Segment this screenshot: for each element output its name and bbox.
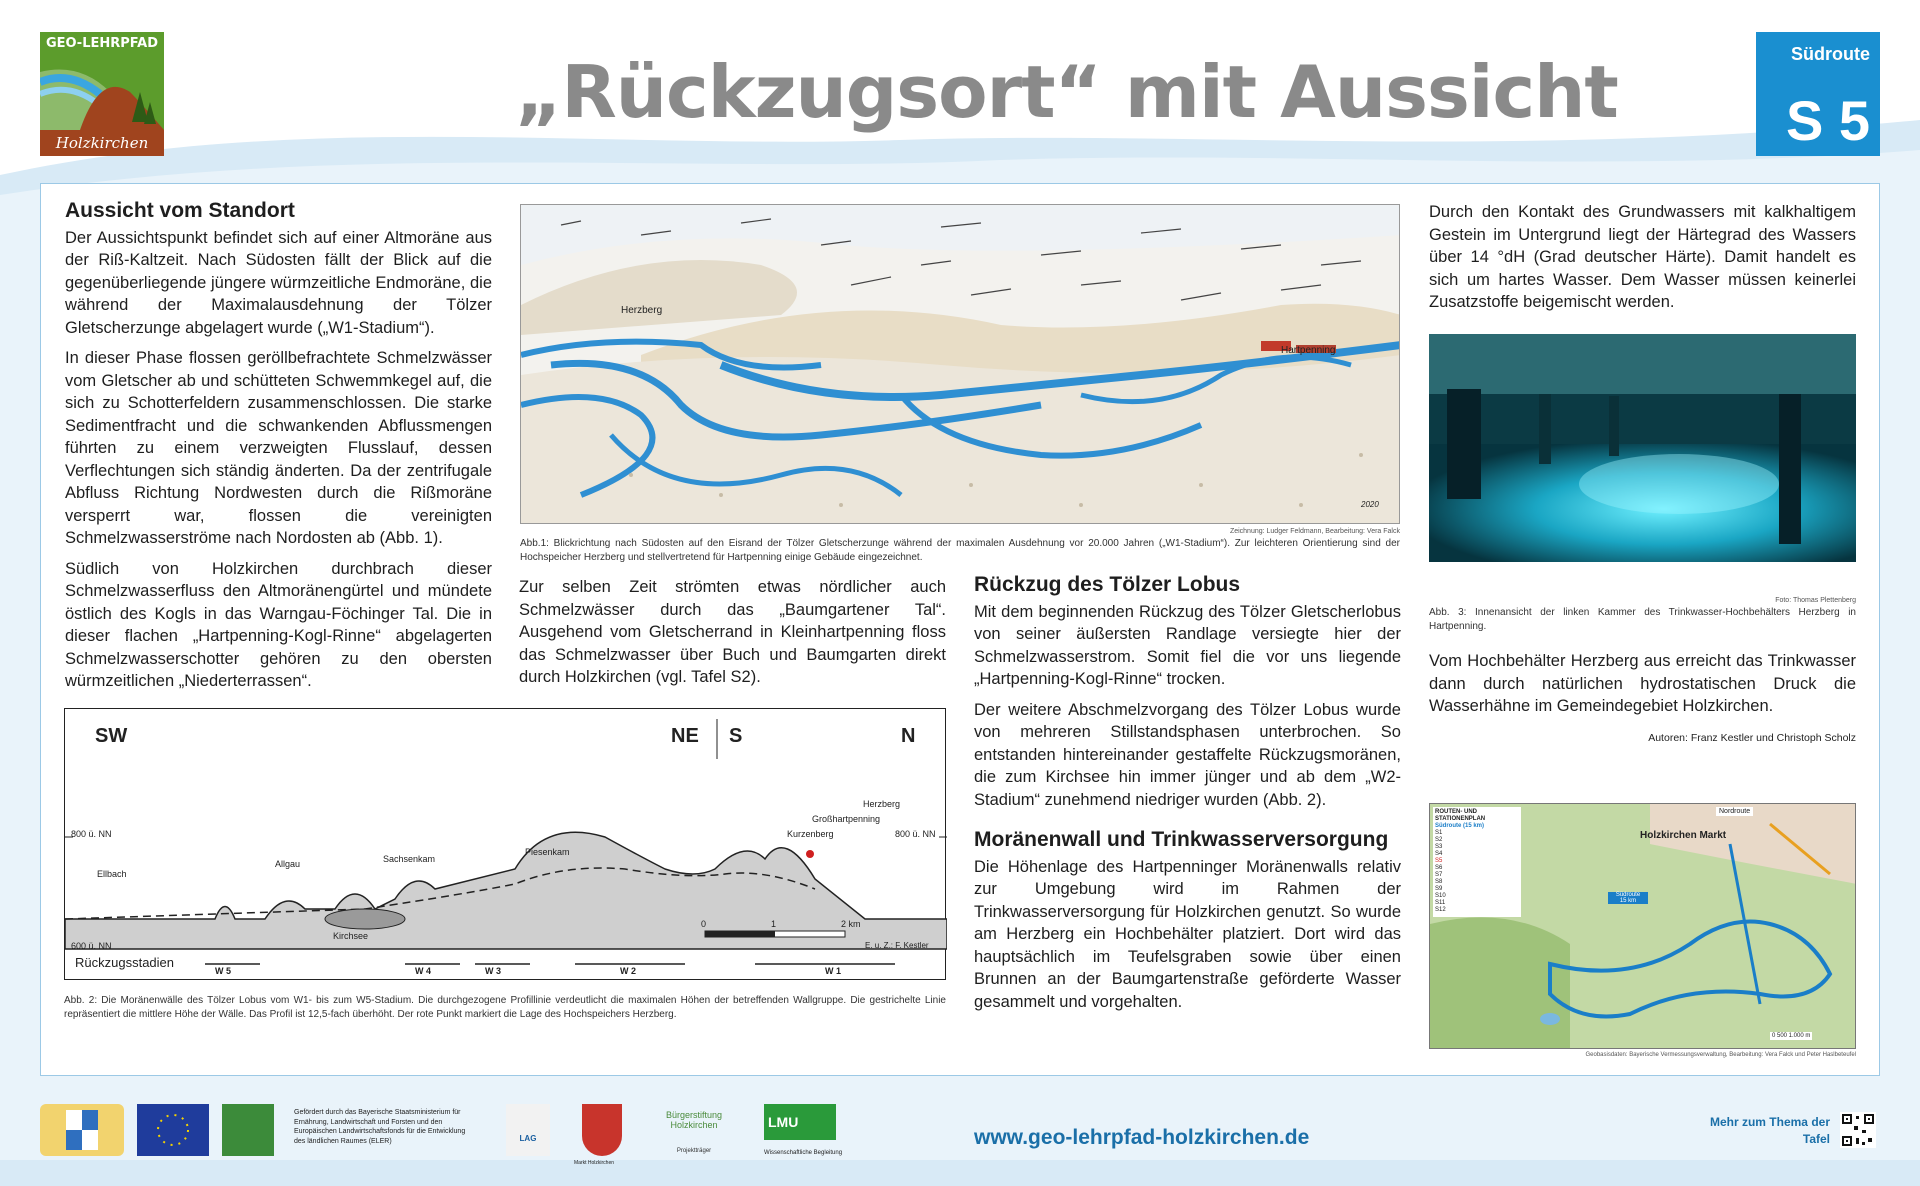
map-legend: [1433, 807, 1521, 917]
map-station-item: S6: [1435, 865, 1443, 871]
nn800-left: 800 ü. NN: [71, 829, 112, 839]
column-1: [65, 200, 492, 701]
map-station-item: S3: [1435, 844, 1443, 850]
place-piesenkam: Piesenkam: [525, 847, 570, 857]
glacier-drawing: [520, 204, 1400, 524]
authors: Autoren: Franz Kestler und Christoph Scholz: [1648, 732, 1856, 744]
stages-label: Rückzugsstadien: [75, 955, 174, 970]
fig3-caption: Abb. 3: Innenansicht der linken Kammer des Trinkwasser-Hochbehälters Herzberg in Hartpenning.: [1429, 607, 1856, 632]
map-station-item: S9: [1435, 886, 1443, 892]
profile-author: E. u. Z.: F. Kestler: [865, 941, 929, 950]
geo-lehrpfad-logo: [40, 32, 164, 156]
map-station-item: S10: [1435, 893, 1446, 899]
col2-paragraph-1: Zur selben Zeit strömten etwas nördlicher auch Schmelzwässer durch das „Baumgartener Tal“. Ausgehend vom Gletscherrand in Kleinhartpenning floss das Schmelzwasser über Buch und Baumgarten direkt durch Holzkirchen (vgl. Tafel S2).: [519, 578, 946, 686]
fig1-credit: Zeichnung: Ludger Feldmann, Bearbeitung: Vera Falck: [1229, 528, 1400, 535]
place-ellbach: Ellbach: [97, 869, 127, 879]
map-suedroute-tag: [1608, 892, 1648, 904]
lmu-text: LMU: [768, 1114, 799, 1130]
place-sachsenkam: Sachsenkam: [383, 854, 436, 864]
heading-aussicht: Aussicht vom Standort: [65, 199, 295, 222]
map-station-item: S1: [1435, 830, 1443, 836]
map-credit: Geobasisdaten: Bayerische Vermessungsverwaltung, Bearbeitung: Vera Falck und Peter Haslbeteufel: [1585, 1052, 1856, 1058]
heading-trinkwasser: Moränenwall und Trinkwasserversorgung: [974, 828, 1389, 851]
map-station-item: S11: [1435, 900, 1446, 906]
map-nordroute-tag: Nordroute: [1716, 807, 1753, 816]
drawing-signature: 2020: [1361, 500, 1379, 509]
moraine-profile: [64, 708, 946, 980]
label-hartpenning: Hartpenning: [1281, 345, 1336, 356]
stage-w5: W 5: [215, 966, 232, 976]
markt-holzkirchen-label: Markt Holzkirchen: [574, 1160, 615, 1166]
map-suedroute-label: Südroute: [1615, 892, 1641, 898]
reservoir-photo: [1429, 334, 1856, 562]
markt-holzkirchen-crest: [582, 1104, 622, 1156]
fig2-caption: Abb. 2: Die Moränenwälle des Tölzer Lobus vom W1- bis zum W5-Stadium. Die durchgezogene Profillinie verdeutlicht die maximalen Höhen der betreffenden Wallgruppe. Die gestrichelte Linie repräsentiert die mittlere Höhe der Wälle. Das Profil ist 12,5-fach überhöht. Der rote Punkt markiert die Lage des Hochspeichers Herzberg.: [64, 995, 946, 1020]
route-label: Südroute: [1791, 44, 1870, 64]
page-title: „Rückzugsort“ mit Aussicht: [515, 50, 1618, 134]
map-station-item: S5: [1435, 858, 1443, 864]
qr-code-icon[interactable]: [1840, 1112, 1876, 1148]
fig1-caption: Abb.1: Blickrichtung nach Südosten auf den Eisrand der Tölzer Gletscherzunge während der maximalen Ausdehnung vor 20.000 Jahren („W1-Stadium“). Zur leichteren Orientierung sind der Hochspeicher Herzberg und stellvertretend für Hartpenning einige Gebäude eingezeichnet.: [520, 538, 1400, 563]
route-code: S 5: [1785, 89, 1870, 152]
col4-paragraph-2: Vom Hochbehälter Herzberg aus erreicht das Trinkwasser dann durch natürlichen hydrostatischen Druck die Wasserhähne im Gemeindegebiet Holzkirchen.: [1429, 652, 1856, 715]
scale-0: 0: [701, 919, 707, 929]
map-town-label: Holzkirchen Markt: [1640, 830, 1727, 841]
stiftung-sub: Projektträger: [676, 1148, 712, 1154]
column-2: [519, 576, 946, 697]
map-legend-title: ROUTEN- UND STATIONENPLAN: [1435, 809, 1486, 822]
buergerstiftung-logo: [652, 1104, 736, 1156]
eu-flag-logo: [137, 1104, 209, 1156]
photo-credit: Foto: Thomas Plettenberg: [1775, 597, 1856, 604]
lmu-sub: Wissenschaftliche Begleitung: [764, 1150, 843, 1156]
bavaria-coat-of-arms-logo: [40, 1104, 124, 1156]
route-badge: [1756, 32, 1880, 156]
column-4-bottom: [1429, 650, 1856, 726]
logo-bottom-text: Holzkirchen: [40, 130, 164, 156]
direction-n: N: [901, 725, 916, 747]
place-allgau: Allgau: [275, 859, 301, 869]
leader-logo: [222, 1104, 274, 1156]
column-3: [974, 574, 1401, 1021]
col1-paragraph-2: In dieser Phase flossen geröllbefrachtete Schmelzwässer vom Gletscher ab und schütteten Schwemmkegel auf, die sich zu Schotterfeldern zusammenschlossen. Die starke Sedimentfracht und die schwankenden Abflussmengen führten zu einem verzweigten Flusslauf, dessen Verflechtungen sich ständig änderten. Da der zentrifugale Abfluss Richtung Nordwesten durch die Rißmoräne versperrt war, flossen die vereinigten Schmelzwasserströme nach Nordosten ab (Abb. 1).: [65, 349, 492, 547]
map-scale: 0 500 1.000 m: [1772, 1033, 1811, 1039]
nn600-label: 600 ü. NN: [71, 941, 112, 951]
direction-s: S: [729, 725, 743, 747]
place-herzberg: Herzberg: [863, 799, 901, 809]
route-map: [1429, 803, 1856, 1049]
lag-text: LAG: [519, 1134, 537, 1143]
col3-paragraph-3: Die Höhenlage des Hartpenninger Moränenwalls relativ zur Umgebung wird im Rahmen der Trinkwasserversorgung für Holzkirchen genutzt. So wurde am Herzberg ein Hochbehälter platziert. Dort wird das hauptsächlich im Teufelsgraben sowie über einen Brunnen an der Baumgartenstraße geförderte Wasser gesammelt und vorgehalten.: [974, 857, 1401, 1011]
nn800-right: 800 ü. NN: [895, 829, 936, 839]
map-station-item: S12: [1435, 907, 1446, 913]
col1-paragraph-1: Der Aussichtspunkt befindet sich auf einer Altmoräne aus der Riß-Kaltzeit. Nach Südosten fällt der Blick auf die gegenüberliegende jüngere würmzeitliche Endmoräne, die während der Maximalausdehnung der Tölzer Gletscherzunge abgelagert wurde („W1-Stadium“).: [65, 228, 492, 337]
direction-sw: SW: [95, 725, 128, 747]
stage-w3: W 3: [485, 966, 502, 976]
direction-ne: NE: [671, 725, 699, 747]
place-kirchsee: Kirchsee: [333, 931, 369, 941]
map-station-item: S4: [1435, 851, 1443, 857]
map-station-item: S2: [1435, 837, 1443, 843]
col3-paragraph-2: Der weitere Abschmelzvorgang des Tölzer Lobus wurde von mehreren Stillstandsphasen unterbrochen. So entstanden hintereinander gestaffelte Rückzugsmoränen, die zum Kirchsee hin immer jünger und ab dem „W2-Stadium“ zunehmend niedriger wurden (Abb. 2).: [974, 700, 1401, 809]
column-4-top: [1429, 201, 1856, 322]
map-station-item: S8: [1435, 879, 1443, 885]
place-grosshartpenning: Großhartpenning: [812, 814, 881, 824]
map-suedroute-km: 15 km: [1619, 898, 1637, 904]
stage-w2: W 2: [620, 966, 637, 976]
lmu-logo: [764, 1104, 836, 1140]
label-herzberg: Herzberg: [621, 305, 663, 316]
place-kurzenberg: Kurzenberg: [787, 829, 834, 839]
stage-w4: W 4: [415, 966, 432, 976]
map-station-item: S7: [1435, 872, 1443, 878]
col4-paragraph-1: Durch den Kontakt des Grundwassers mit kalkhaltigem Gestein im Untergrund liegt der Härtegrad des Wassers über 14 °dH (Grad deutscher Härte). Damit handelt es sich um hartes Wasser. Dem Wasser müssen keinerlei Zusatzstoffe beigemischt werden.: [1429, 203, 1856, 311]
website-link[interactable]: www.geo-lehrpfad-holzkirchen.de: [974, 1126, 1310, 1149]
stage-w1: W 1: [825, 966, 842, 976]
heading-rueckzug: Rückzug des Tölzer Lobus: [974, 573, 1241, 596]
more-info-label: Mehr zum Thema der Tafel: [1709, 1115, 1830, 1146]
lag-logo: [506, 1104, 550, 1156]
scale-1: 1: [771, 919, 777, 929]
col3-paragraph-1: Mit dem beginnenden Rückzug des Tölzer Gletscherlobus von seiner äußersten Randlage versiegte hier der Schmelzwasserstrom. Somit fiel die vor uns liegende „Hartpenning-Kogl-Rinne“ trocken.: [974, 602, 1401, 688]
map-legend-route: Südroute (15 km): [1435, 823, 1485, 829]
funding-text: Gefördert durch das Bayerische Staatsministerium für Ernährung, Landwirtschaft und Forsten und den Europäischen Landwirtschaftsfonds für die Entwicklung des ländlichen Raumes (ELER): [294, 1109, 466, 1145]
map-station-list: [1435, 830, 1519, 914]
stiftung-name: Bürgerstiftung Holzkirchen: [665, 1110, 723, 1130]
scale-2: 2 km: [841, 919, 861, 929]
col1-paragraph-3: Südlich von Holzkirchen durchbrach dieser Schmelzwasserfluss den Altmoränengürtel und mündete östlich des Kogls in das Warngau-Föchinger Tal. Die in dieser flachen „Hartpenning-Kogl-Rinne“ abgelagerten Schmelzwasserschotter gehören zu den obersten würmzeitlichen „Niederterrassen“.: [65, 559, 492, 690]
logo-top-text: GEO-LEHRPFAD: [45, 36, 159, 51]
